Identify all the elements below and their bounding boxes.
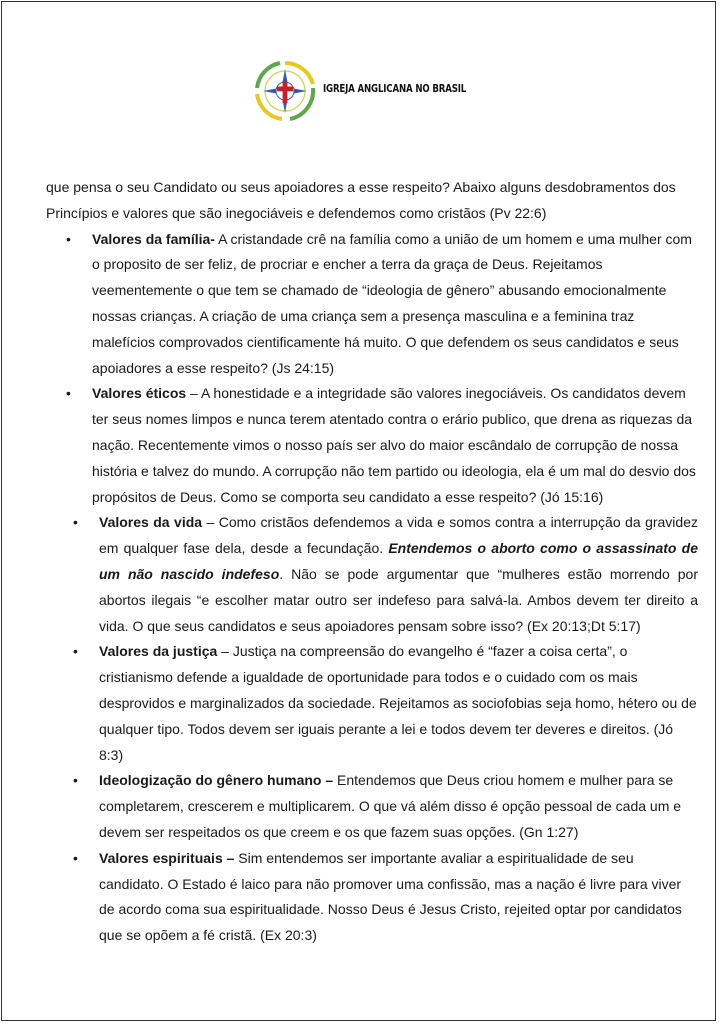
item-emphasis: Entendemos o aborto como o assassinato de um não nascido indefeso <box>99 540 698 582</box>
list-item-valores-espirituais <box>46 846 698 949</box>
item-heading: Valores éticos <box>92 385 187 402</box>
item-heading: Valores da justiça <box>99 643 218 660</box>
bullet-icon: • <box>66 230 71 247</box>
list-item-ideologizacao-genero <box>46 768 698 845</box>
item-heading: Ideologização do gênero humano – <box>99 772 334 789</box>
values-list <box>46 227 698 949</box>
list-item-valores-vida <box>46 510 698 639</box>
bullet-icon: • <box>73 772 78 789</box>
intro-paragraph: que pensa o seu Candidato ou seus apoiadores a esse respeito? Abaixo alguns desdobramentos dos Princípios e valores que são inegociáveis e defendemos como cristãos (Pv 22:6) <box>46 179 676 221</box>
list-item-valores-eticos <box>46 381 698 510</box>
anglican-compass-rose-cross-icon <box>250 58 320 124</box>
org-name: IGREJA ANGLICANA NO BRASIL <box>323 83 467 95</box>
item-heading: Valores espirituais – <box>99 849 235 866</box>
item-text: – Justiça na compreensão do evangelho é “fazer a coisa certa”, o cristianismo defende a igualdade de oportunidade para todos e o cuidado com os mais desprovidos e marginalizados da sociedade. Rejeitamos as sociofobias seja homo, hétero ou de qualquer tipo. Todos devem ser iguais perante a lei e todos devem ter deveres e direitos. (Jó 8:3) <box>99 643 697 763</box>
bullet-icon: • <box>73 849 78 866</box>
item-heading: Valores da vida <box>99 514 203 531</box>
item-text: Entendemos que Deus criou homem e mulher para se completarem, crescerem e multiplicarem. O que vá além disso é opção pessoal de cada um e devem ser respeitados os que creem e os que fazem suas opções. (Gn 1:27) <box>99 772 682 840</box>
bullet-icon: • <box>73 643 78 660</box>
bullet-icon: • <box>73 514 78 531</box>
item-text-after: . Não se pode argumentar que “mulheres estão morrendo por abortos ilegais “e escolher matar outro ser indefeso para salvá-la. Ambos devem ter direito a vida. O que seus candidatos e seus apoiadores pensam sobre isso? (Ex 20:13;Dt 5:17) <box>99 565 698 634</box>
item-text: A cristandade crê na família como a união de um homem e uma mulher com o proposito de ser feliz, de procriar e encher a terra da graça de Deus. Rejeitamos veementemente o que tem se chamado de “ideologia de gênero” abusando emocionalmente nossas crianças. A criação de uma criança sem a presença masculina e a feminina traz malefícios comprovados cientificamente há muito. O que defendem os seus candidatos e seus apoiadores a esse respeito? (Js 24:15) <box>92 230 692 376</box>
item-text: – Como cristãos defendemos a vida e somos contra a interrupção da gravidez em qualquer fase dela, desde a fecundação. <box>99 514 698 557</box>
document-body <box>46 175 698 949</box>
item-text: Sim entendemos ser importante avaliar a espiritualidade de seu candidato. O Estado é laico para não promover uma confissão, mas a nação é livre para viver de acordo coma sua espiritualidade. Nosso Deus é Jesus Cristo, rejeited optar por candidatos que se opõem a fé cristã. (Ex 20:3) <box>99 849 682 944</box>
item-heading: Valores da família- <box>92 230 215 247</box>
item-text: – A honestidade e a integridade são valores inegociáveis. Os candidatos devem ter seus nomes limpos e nunca terem atentado contra o erário publico, que drena as riquezas da nação. Recentemente vimos o nosso país ser alvo do maior escândalo de corrupção de nossa história e talvez do mundo. A corrupção não tem partido ou ideologia, ela é um mal do desvio dos propósitos de Deus. Como se comporta seu candidato a esse respeito? (Jó 15:16) <box>92 385 696 505</box>
bullet-icon: • <box>66 385 71 402</box>
list-item-valores-familia <box>46 227 698 382</box>
letterhead <box>250 58 498 124</box>
list-item-valores-justica <box>46 639 698 768</box>
